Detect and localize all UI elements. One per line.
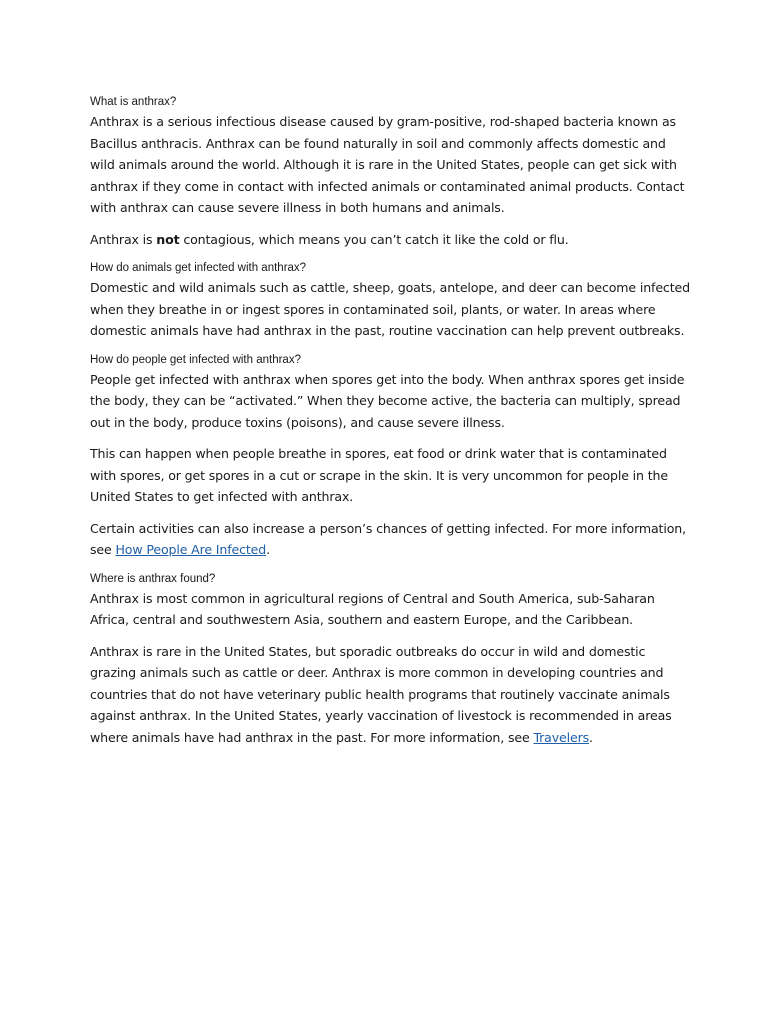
heading-where-found: Where is anthrax found? <box>90 572 216 585</box>
heading-people-infected: How do people get infected with anthrax? <box>90 353 301 366</box>
activities-text-pre: Certain activities can also increase a person’s chances of getting infected. For more information, see <box>90 520 686 557</box>
us-outbreaks-text-post: . <box>589 729 593 745</box>
not-contagious-text-pre: Anthrax is <box>90 231 157 247</box>
paragraph-not-contagious <box>90 229 690 251</box>
us-outbreaks-text-pre: Anthrax is rare in the United States, but sporadic outbreaks do occur in wild and domestic grazing animals such as cattle or deer. Anthrax is more common in developing countries and countries that do not have veterinary public health programs that routinely vaccinate animals against anthrax. In the United States, yearly vaccination of livestock is recommended in areas where animals have had anthrax in the past. For more information, see <box>90 643 672 745</box>
paragraph-exposure-routes: This can happen when people breathe in spores, eat food or drink water that is contaminated with spores, or get spores in a cut or scrape in the skin. It is very uncommon for people in the United States to get infected with anthrax. <box>90 446 668 504</box>
paragraph-what-is-anthrax: Anthrax is a serious infectious disease caused by gram-positive, rod-shaped bacteria known as Bacillus anthracis. Anthrax can be found naturally in soil and commonly affects domestic and wild animals around the world. Although it is rare in the United States, people can get sick with anthrax if they come in contact with infected animals or contaminated animal products. Contact with anthrax can cause severe illness in both humans and animals. <box>90 114 685 215</box>
paragraph-regions: Anthrax is most common in agricultural regions of Central and South America, sub-Saharan Africa, central and southwestern Asia, southern and eastern Europe, and the Caribbean. <box>90 590 655 627</box>
not-contagious-emphasis: not <box>156 231 180 247</box>
heading-what-is-anthrax: What is anthrax? <box>90 96 177 108</box>
how-people-are-infected-link[interactable]: How People Are Infected <box>115 542 267 557</box>
activities-text-post: . <box>266 542 270 557</box>
paragraph-activities-risk <box>90 518 690 561</box>
travelers-link[interactable]: Travelers <box>533 729 590 745</box>
not-contagious-text-post: contagious, which means you can’t catch it like the cold or flu. <box>179 231 569 247</box>
paragraph-us-outbreaks <box>90 641 690 749</box>
paragraph-animals-infected: Domestic and wild animals such as cattle, sheep, goats, antelope, and deer can become infected when they breathe in or ingest spores in contaminated soil, plants, or water. In areas where domestic animals have had anthrax in the past, routine vaccination can help prevent outbreaks. <box>90 280 690 338</box>
heading-animals-infected: How do animals get infected with anthrax? <box>90 262 307 274</box>
paragraph-people-infected: People get infected with anthrax when spores get into the body. When anthrax spores get inside the body, they can be “activated.” When they become active, the bacteria can multiply, spread out in the body, produce toxins (poisons), and cause severe illness. <box>90 371 685 430</box>
document-body <box>90 93 690 757</box>
